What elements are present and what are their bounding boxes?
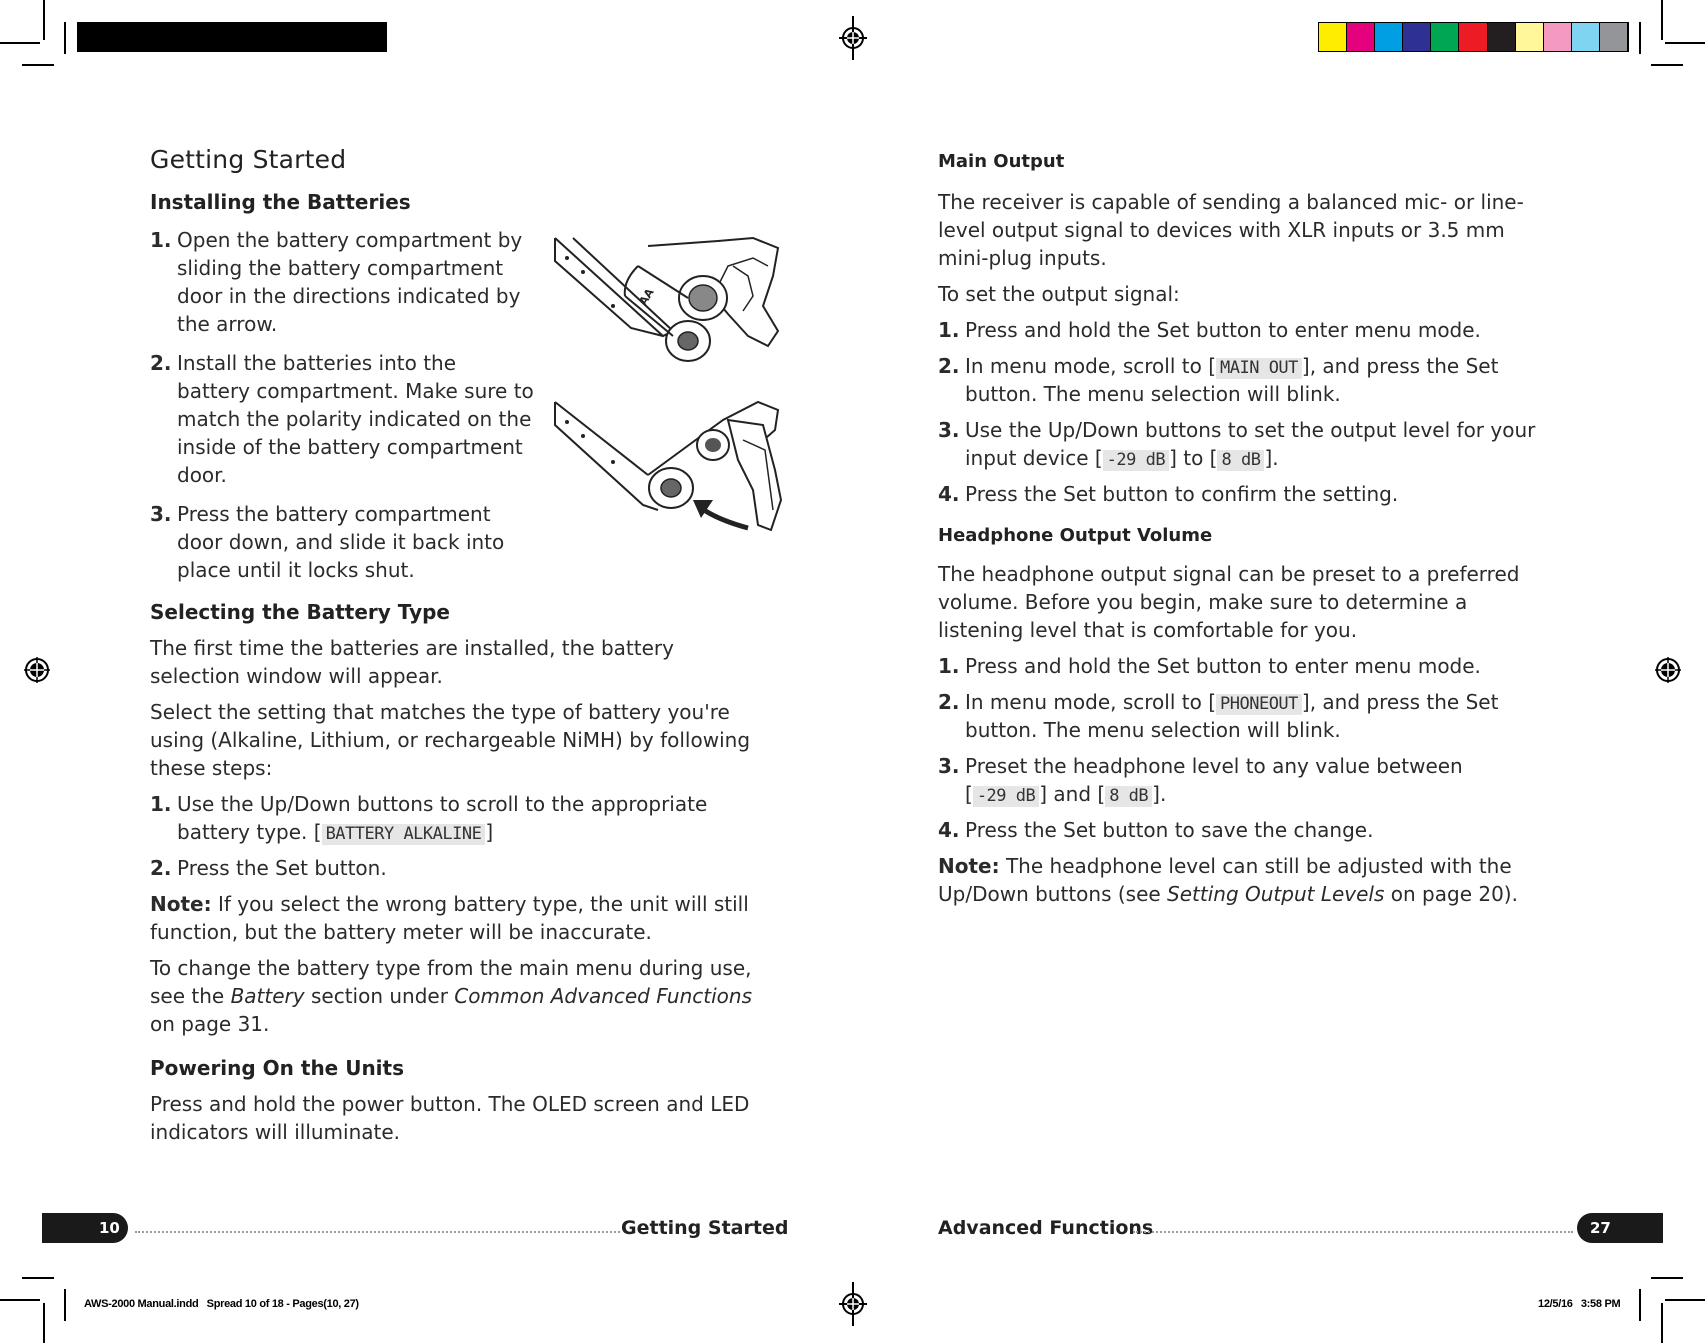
step-number: 3. xyxy=(938,754,960,778)
color-swatch xyxy=(1544,23,1572,51)
lcd-readout: -29 dB xyxy=(973,786,1039,807)
right-page-column xyxy=(938,148,1558,908)
step-number: 1. xyxy=(938,654,960,678)
registration-mark-icon xyxy=(836,16,870,60)
section-heading-main-output: Main Output xyxy=(938,151,1065,172)
crop-mark xyxy=(1661,1303,1663,1343)
lcd-readout: 8 dB xyxy=(1217,450,1264,471)
note-text: The headphone level can still be adjusted with the Up/Down buttons (see xyxy=(938,854,1512,906)
list-item xyxy=(150,500,535,584)
section-heading-installing: Installing the Batteries xyxy=(150,190,411,214)
step-text: Press and hold the Set button to enter menu mode. xyxy=(965,318,1481,342)
step-number: 4. xyxy=(938,818,960,842)
crop-mark xyxy=(1665,1299,1705,1301)
paragraph xyxy=(150,954,770,1038)
step-text: Preset the headphone level to any value between [ xyxy=(965,754,1463,806)
note-label: Note: xyxy=(938,854,1000,878)
crop-mark xyxy=(43,0,45,40)
color-swatch xyxy=(1403,23,1431,51)
step-text: In menu mode, scroll to [ xyxy=(965,690,1217,714)
list-item xyxy=(150,226,535,338)
main-output-steps-list xyxy=(938,316,1558,508)
note-label: Note: xyxy=(150,892,212,916)
lcd-readout: BATTERY ALKALINE xyxy=(322,824,486,845)
list-item xyxy=(938,816,1558,844)
print-slug-file-info: AWS-2000 Manual.indd Spread 10 of 18 - Pages(10, 27) xyxy=(84,1298,359,1310)
battery-label: AA xyxy=(636,286,657,308)
paragraph: The headphone output signal can be preset to a preferred volume. Before you begin, make sure to determine a listening level that is comfortable for you. xyxy=(938,562,1520,642)
printer-black-bar xyxy=(77,22,387,52)
bracket-close: ] xyxy=(485,820,494,844)
crop-mark xyxy=(22,64,54,66)
step-text: In menu mode, scroll to [ xyxy=(965,354,1217,378)
note-paragraph xyxy=(150,890,765,946)
paragraph: Press and hold the power button. The OLED screen and LED indicators will illuminate. xyxy=(150,1092,750,1144)
footer-section-title: Getting Started xyxy=(621,1217,789,1239)
print-slug-timestamp: 12/5/16 3:58 PM xyxy=(1538,1298,1621,1310)
crop-mark xyxy=(64,22,66,54)
color-swatch xyxy=(1459,23,1487,51)
crop-mark xyxy=(22,1277,54,1279)
right-page-number-tab xyxy=(1577,1213,1663,1243)
list-item xyxy=(938,416,1558,472)
list-item xyxy=(938,352,1558,408)
list-item xyxy=(150,854,750,882)
step-text: Use the Up/Down buttons to set the output level for your input device [ xyxy=(965,418,1536,470)
battery-compartment-open-illustration xyxy=(553,236,788,366)
paragraph: The receiver is capable of sending a balanced mic- or line-level output signal to devices with XLR inputs or 3.5 mm mini-plug inputs. xyxy=(938,190,1524,270)
step-number: 3. xyxy=(938,418,960,442)
footer-section-title: Advanced Functions xyxy=(938,1217,1154,1239)
crop-mark xyxy=(1651,64,1683,66)
color-swatch xyxy=(1431,23,1459,51)
paragraph: Select the setting that matches the type of battery you're using (Alkaline, Lithium, or rechargeable NiMH) by following these steps: xyxy=(150,700,751,780)
color-swatch xyxy=(1347,23,1375,51)
step-number: 2. xyxy=(150,351,172,375)
step-text: Press the Set button to confirm the setting. xyxy=(965,482,1399,506)
paragraph: The first time the batteries are installed, the battery selection window will appear. xyxy=(150,636,674,688)
step-text: ], and press the Set button. The menu selection will blink. xyxy=(965,354,1499,406)
text-run: on page 31. xyxy=(150,1012,270,1036)
color-swatch xyxy=(1516,23,1544,51)
step-text: ]. xyxy=(1264,446,1279,470)
install-steps-list xyxy=(150,226,535,584)
step-number: 2. xyxy=(150,856,172,880)
list-item xyxy=(938,652,1558,680)
crop-mark xyxy=(1665,42,1705,44)
page-number: 10 xyxy=(99,1219,120,1237)
step-text: Press and hold the Set button to enter menu mode. xyxy=(965,654,1481,678)
crop-mark xyxy=(1639,1289,1641,1321)
step-number: 3. xyxy=(150,502,172,526)
section-heading-powering-on: Powering On the Units xyxy=(150,1056,405,1080)
list-item xyxy=(938,316,1558,344)
step-number: 2. xyxy=(938,354,960,378)
crop-mark xyxy=(1651,1277,1683,1279)
step-number: 2. xyxy=(938,690,960,714)
registration-mark-icon xyxy=(22,655,52,685)
color-swatch xyxy=(1375,23,1403,51)
crop-mark xyxy=(64,1289,66,1321)
color-swatch xyxy=(1600,23,1628,51)
step-text: ] and [ xyxy=(1039,782,1106,806)
crop-mark xyxy=(1661,0,1663,40)
registration-mark-icon xyxy=(1653,655,1683,685)
step-text: ], and press the Set button. The menu selection will blink. xyxy=(965,690,1499,742)
color-swatch xyxy=(1572,23,1600,51)
section-heading-battery-type: Selecting the Battery Type xyxy=(150,600,450,624)
step-text: Use the Up/Down buttons to scroll to the appropriate battery type. [ xyxy=(177,792,708,844)
step-text: ] to [ xyxy=(1169,446,1218,470)
step-text: Press the Set button. xyxy=(177,856,387,880)
headphone-steps-list xyxy=(938,652,1558,844)
lcd-readout: 8 dB xyxy=(1105,786,1152,807)
dotted-leader xyxy=(1133,1219,1573,1233)
lcd-readout: -29 dB xyxy=(1103,450,1169,471)
list-item xyxy=(150,349,535,489)
color-calibration-strip xyxy=(1318,22,1629,52)
battery-type-steps-list xyxy=(150,790,750,882)
registration-mark-icon xyxy=(836,1282,870,1326)
list-item xyxy=(938,688,1558,744)
note-text: If you select the wrong battery type, the unit will still function, but the battery meter will be inaccurate. xyxy=(150,892,749,944)
step-number: 1. xyxy=(938,318,960,342)
text-emphasis: Battery xyxy=(230,984,305,1008)
section-heading-headphone-output: Headphone Output Volume xyxy=(938,525,1213,546)
text-run: To change the battery type from the main menu during use, see the xyxy=(150,956,752,1008)
color-swatch xyxy=(1319,23,1347,51)
page-number: 27 xyxy=(1590,1219,1611,1237)
crop-mark xyxy=(1639,22,1641,54)
page-title: Getting Started xyxy=(150,145,347,174)
note-paragraph xyxy=(938,852,1558,908)
step-number: 4. xyxy=(938,482,960,506)
crop-mark xyxy=(43,1303,45,1343)
paragraph: To set the output signal: xyxy=(938,282,1180,306)
battery-compartment-close-illustration xyxy=(553,400,788,545)
lcd-readout: PHONEOUT xyxy=(1216,694,1302,715)
step-text: Press the Set button to save the change. xyxy=(965,818,1374,842)
crop-mark xyxy=(0,1299,40,1301)
list-item xyxy=(938,752,1465,808)
step-text: Install the batteries into the battery compartment. Make sure to match the polarity indicated on the inside of the battery compartment door. xyxy=(177,351,534,487)
text-emphasis: Common Advanced Functions xyxy=(454,984,753,1008)
step-text: Press the battery compartment door down, and slide it back into place until it locks shut. xyxy=(177,502,505,582)
list-item xyxy=(150,790,750,846)
step-number: 1. xyxy=(150,792,172,816)
text-emphasis: Setting Output Levels xyxy=(1167,882,1385,906)
list-item xyxy=(938,480,1558,508)
crop-mark xyxy=(0,42,40,44)
left-page-number-tab xyxy=(42,1213,128,1243)
lcd-readout: MAIN OUT xyxy=(1216,358,1302,379)
color-swatch xyxy=(1488,23,1516,51)
step-text: ]. xyxy=(1152,782,1167,806)
step-text: Open the battery compartment by sliding the battery compartment door in the directions indicated by the arrow. xyxy=(177,228,523,336)
step-number: 1. xyxy=(150,228,172,252)
dotted-leader xyxy=(135,1219,620,1233)
note-text: on page 20). xyxy=(1384,882,1518,906)
text-run: section under xyxy=(304,984,455,1008)
